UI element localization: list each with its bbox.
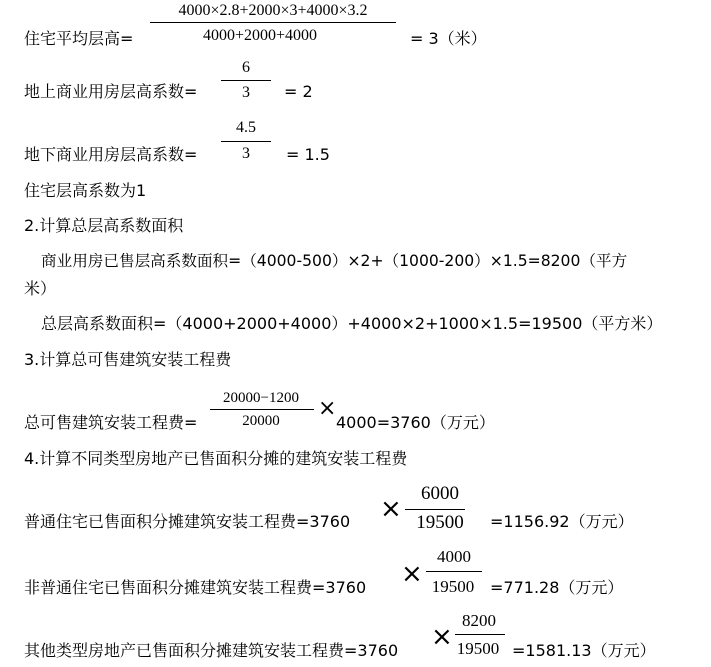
above-ground-result: = 2 xyxy=(284,82,313,101)
non-ordinary-residential-label: 非普通住宅已售面积分摊建筑安装工程费=3760 xyxy=(24,578,367,597)
total-cost-label: 总可售建筑安装工程费= xyxy=(24,413,198,432)
below-ground-label: 地下商业用房层高系数= xyxy=(24,145,198,164)
commercial-sold-area-line: 商业用房已售层高系数面积=（4000-500）×2+（1000-200）×1.5=8200（平方 xyxy=(41,252,628,270)
non-ordinary-residential-result: =771.28（万元） xyxy=(490,578,624,597)
below-ground-numerator: 4.5 xyxy=(236,119,256,136)
fraction-bar xyxy=(210,409,314,410)
above-ground-denominator: 3 xyxy=(242,84,250,101)
above-ground-label: 地上商业用房层高系数= xyxy=(24,82,198,101)
ordinary-residential-numerator: 6000 xyxy=(421,483,459,504)
ordinary-residential-result: =1156.92（万元） xyxy=(490,512,634,531)
non-ordinary-residential-denominator: 19500 xyxy=(431,577,475,596)
residential-coefficient-note: 住宅层高系数为1 xyxy=(24,181,147,200)
fraction-bar xyxy=(150,22,396,23)
multiply-sign: × xyxy=(431,622,453,652)
avg-height-numerator: 4000×2.8+2000×3+4000×3.2 xyxy=(178,2,368,19)
total-cost-result: 4000=3760（万元） xyxy=(336,413,495,432)
above-ground-numerator: 6 xyxy=(242,59,250,76)
total-cost-numerator: 20000−1200 xyxy=(223,390,299,406)
ordinary-residential-label: 普通住宅已售面积分摊建筑安装工程费=3760 xyxy=(24,512,351,531)
other-types-denominator: 19500 xyxy=(456,639,500,658)
fraction-bar xyxy=(426,571,482,572)
fraction-bar xyxy=(221,80,271,81)
step3-heading: 3.计算总可售建筑安装工程费 xyxy=(24,350,232,369)
below-ground-denominator: 3 xyxy=(242,145,250,162)
step4-heading: 4.计算不同类型房地产已售面积分摊的建筑安装工程费 xyxy=(24,449,408,468)
other-types-label: 其他类型房地产已售面积分摊建筑安装工程费=3760 xyxy=(24,641,399,660)
below-ground-result: = 1.5 xyxy=(286,145,330,164)
non-ordinary-residential-numerator: 4000 xyxy=(437,547,471,566)
fraction-bar xyxy=(455,634,505,635)
other-types-numerator: 8200 xyxy=(462,611,496,630)
ordinary-residential-denominator: 19500 xyxy=(416,512,464,533)
commercial-sold-area-unit: 米） xyxy=(24,279,57,298)
step2-heading: 2.计算总层高系数面积 xyxy=(24,216,184,235)
fraction-bar xyxy=(405,509,465,510)
avg-height-result: = 3（米） xyxy=(410,29,487,48)
multiply-sign: × xyxy=(318,396,337,421)
avg-height-label: 住宅平均层高= xyxy=(24,29,134,48)
avg-height-denominator: 4000+2000+4000 xyxy=(202,27,318,44)
total-coefficient-area-line: 总层高系数面积=（4000+2000+4000）+4000×2+1000×1.5=19500（平方米） xyxy=(41,314,663,333)
total-cost-denominator: 20000 xyxy=(242,413,280,429)
multiply-sign: × xyxy=(380,494,402,524)
multiply-sign: × xyxy=(401,559,423,589)
other-types-result: =1581.13（万元） xyxy=(512,641,656,660)
fraction-bar xyxy=(221,141,271,142)
